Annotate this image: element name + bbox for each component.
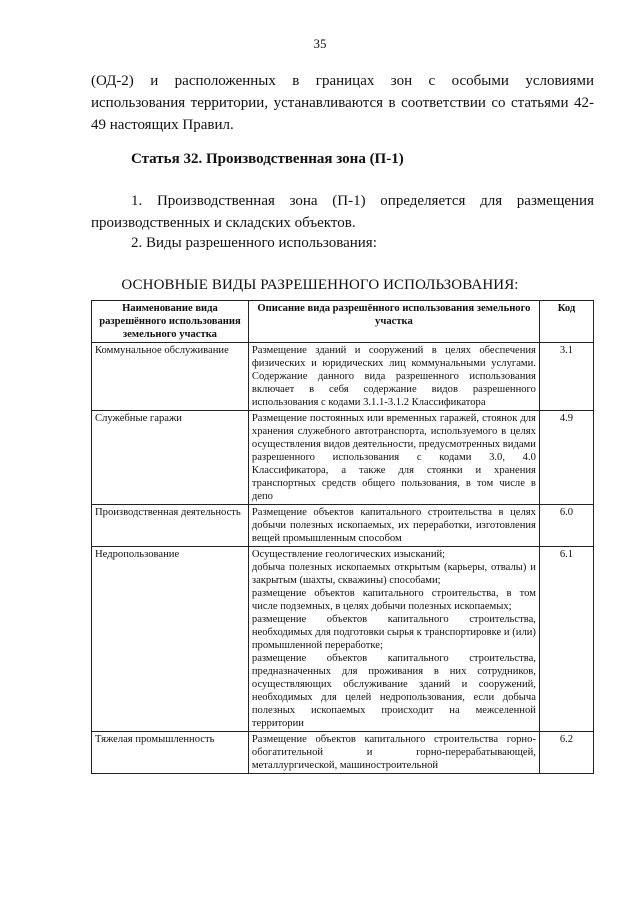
row-code: 3.1 <box>539 343 593 411</box>
header-code: Код <box>539 301 593 343</box>
row-description: Размещение постоянных или временных гаражей, стоянок для хранения служебного автотранспорта, используемого в целях осуществления видов деятельности, предусмотренных видами разрешенного использования с кодами 3.0, 4.0 Классификатора, а также для стоянки и хранения транспортных средств общего пользования, в том числе в депо <box>248 411 539 505</box>
description-line: размещение объектов капитального строительства, предназначенных для проживания в них сотрудников, осуществляющих обслуживание зданий и сооружений, необходимых для целей недропользования, если добыча полезных ископаемых происходит на межселенной территории <box>251 653 536 729</box>
article-heading: Статья 32. Производственная зона (П-1) <box>131 151 404 167</box>
intro-line-3: 49 настоящих Правил. <box>91 117 234 133</box>
row-description: Размещение объектов капитального строительства горно-обогатительной и горно-перерабатывающей, металлургической, машиностроительной <box>248 732 539 774</box>
permitted-use-table <box>91 300 594 774</box>
row-name: Коммунальное обслуживание <box>92 343 249 411</box>
row-name: Тяжелая промышленность <box>92 732 249 774</box>
header-name: Наименование вида разрешённого использования земельного участка <box>92 301 249 343</box>
description-line: добыча полезных ископаемых открытым (карьеры, отвалы) и закрытым (шахты, скважины) способами; <box>251 562 536 586</box>
description-line: размещение объектов капитального строительства, в том числе подземных, в целях добычи полезных ископаемых; <box>251 588 536 612</box>
row-code: 6.2 <box>539 732 593 774</box>
row-name: Недропользование <box>92 547 249 732</box>
row-name: Служебные гаражи <box>92 411 249 505</box>
row-description <box>248 547 539 732</box>
row-code: 6.1 <box>539 547 593 732</box>
header-description: Описание вида разрешённого использования земельного участка <box>248 301 539 343</box>
row-code: 6.0 <box>539 505 593 547</box>
description-line: Осуществление геологических изысканий; <box>251 549 446 560</box>
table-header-row <box>92 301 594 343</box>
table-row <box>92 505 594 547</box>
intro-line-2: использования территории, устанавливаются в соответствии со статьями 42- <box>91 95 594 111</box>
item-1-line-1: 1. Производственная зона (П-1) определяется для размещения <box>131 193 594 209</box>
description-line: размещение объектов капитального строительства, необходимых для подготовки сырья к транспортировке и (или) промышленной переработке; <box>251 614 536 651</box>
row-name: Производственная деятельность <box>92 505 249 547</box>
intro-line-1: (ОД-2) и расположенных в границах зон с особыми условиями <box>91 73 594 89</box>
row-code: 4.9 <box>539 411 593 505</box>
item-2: 2. Виды разрешенного использования: <box>131 235 377 251</box>
item-1-line-2: производственных и складских объектов. <box>91 215 356 231</box>
table-caption: ОСНОВНЫЕ ВИДЫ РАЗРЕШЕННОГО ИСПОЛЬЗОВАНИЯ: <box>121 277 519 293</box>
table-row <box>92 547 594 732</box>
page-number: 35 <box>313 36 327 51</box>
table-row <box>92 343 594 411</box>
row-description: Размещение зданий и сооружений в целях обеспечения физических и юридических лиц коммунальными услугами. Содержание данного вида разрешенного использования включает в себя содержание видов разрешенного использования с кодами 3.1.1-3.1.2 Классификатора <box>248 343 539 411</box>
table-row <box>92 732 594 774</box>
table-row <box>92 411 594 505</box>
row-description: Размещение объектов капитального строительства в целях добычи полезных ископаемых, их переработки, изготовления вещей промышленным способом <box>248 505 539 547</box>
